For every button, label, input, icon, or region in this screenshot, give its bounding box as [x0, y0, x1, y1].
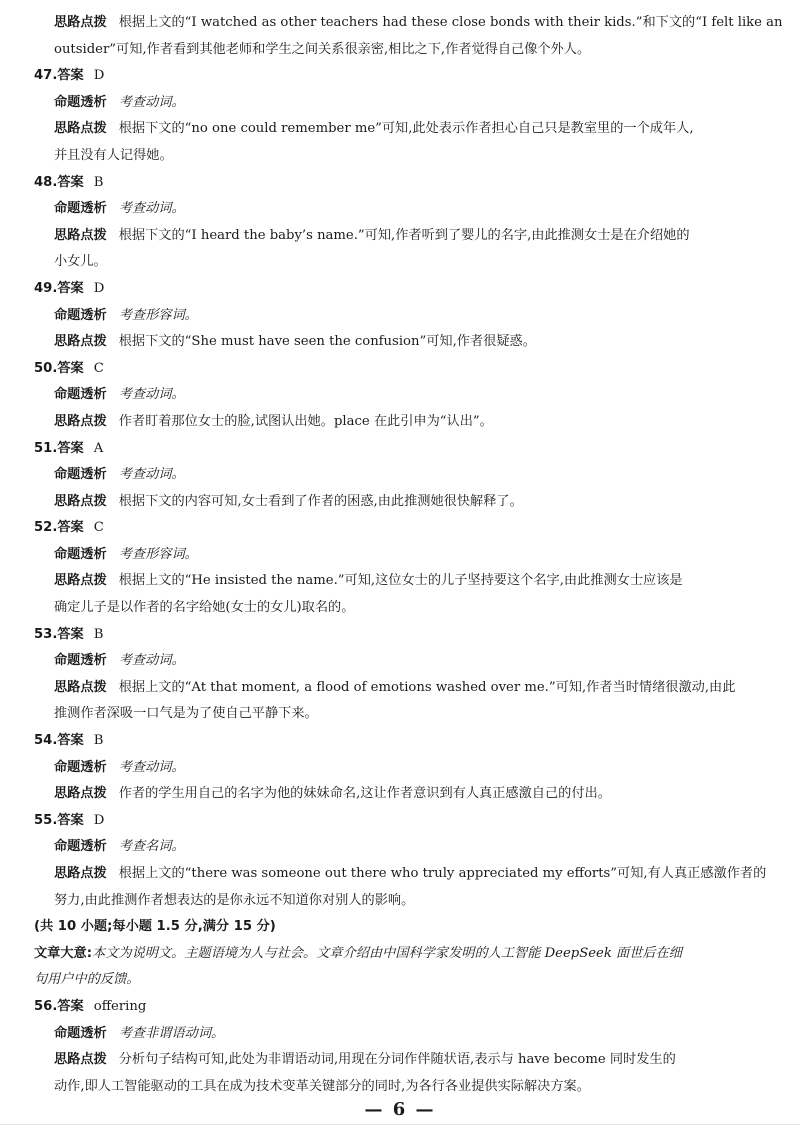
intent-text: 考查动词。	[118, 94, 185, 110]
intent-text: 考查非谓语动词。	[118, 1025, 225, 1041]
answer-line-48	[34, 170, 778, 197]
intent-label: 命题透析	[54, 653, 107, 669]
hint-text: 作者盯着那位女士的脸,试图认出她。place 在此引申为“认出”。	[118, 413, 493, 429]
hint-label: 思路点拨	[54, 121, 107, 137]
hint-line	[34, 409, 778, 436]
hint-text: 推测作者深吸一口气是为了使自己平静下来。	[54, 706, 318, 722]
hint-text: 动作,即人工智能驱动的工具在成为技术变革关键部分的同时,为各行各业提供实际解决方案。	[54, 1078, 590, 1094]
answer-line-54	[34, 728, 778, 755]
hint-label: 思路点拨	[54, 786, 107, 802]
intent-text: 考查形容词。	[118, 546, 198, 562]
question-number: 48.	[34, 174, 58, 190]
question-number: 55.	[34, 812, 58, 828]
question-number: 47.	[34, 68, 58, 84]
intent-text: 考查形容词。	[118, 307, 198, 323]
intent-label: 命题透析	[54, 1025, 107, 1041]
hint-line	[34, 37, 778, 64]
hint-line	[34, 116, 778, 143]
intent-line	[34, 755, 778, 782]
hint-line	[34, 595, 778, 622]
hint-line	[34, 143, 778, 170]
answer-label: 答案	[57, 174, 84, 190]
answer-value: D	[93, 68, 105, 84]
hint-line	[34, 489, 778, 516]
main-idea-text: 本文为说明文。主题语境为人与社会。文章介绍由中国科学家发明的人工智能 DeepSeek 面世后在细	[92, 945, 682, 961]
intent-label: 命题透析	[54, 759, 107, 775]
intent-line	[34, 834, 778, 861]
answer-line-56	[34, 994, 778, 1021]
hint-text: 根据上文的“At that moment, a flood of emotions washed over me.”可知,作者当时情绪很激动,由此	[118, 679, 736, 695]
answer-line-49	[34, 276, 778, 303]
hint-label: 思路点拨	[54, 15, 107, 30]
answer-label: 答案	[57, 733, 84, 749]
hint-line	[34, 223, 778, 250]
hint-line	[34, 781, 778, 808]
hint-line	[34, 888, 778, 915]
answer-value: D	[93, 812, 105, 828]
hint-line	[34, 568, 778, 595]
intent-line	[34, 382, 778, 409]
hint-text: 根据上文的“He insisted the name.”可知,这位女士的儿子坚持要这个名字,由此推测女士应该是	[118, 573, 683, 589]
answer-value: offering	[93, 998, 147, 1014]
intent-text: 考查动词。	[118, 467, 185, 483]
intent-line	[34, 648, 778, 675]
hint-text: 确定儿子是以作者的名字给她(女士的女儿)取名的。	[54, 600, 355, 616]
answer-line-50	[34, 356, 778, 383]
hint-line	[34, 1074, 778, 1101]
answer-line-51	[34, 436, 778, 463]
section-header-text: (共 10 小题;每小题 1.5 分,满分 15 分)	[34, 919, 276, 935]
answer-label: 答案	[57, 440, 84, 456]
hint-label: 思路点拨	[54, 679, 107, 695]
intent-label: 命题透析	[54, 387, 107, 403]
answer-value: D	[93, 280, 105, 296]
question-number: 54.	[34, 733, 58, 749]
answer-label: 答案	[57, 68, 84, 84]
hint-label: 思路点拨	[54, 334, 107, 350]
intent-text: 考查动词。	[118, 653, 185, 669]
intent-label: 命题透析	[54, 94, 107, 110]
answer-value: C	[93, 360, 104, 376]
hint-text: 根据下文的“no one could remember me”可知,此处表示作者担心自己只是教室里的一个成年人,	[118, 121, 694, 137]
hint-label: 思路点拨	[54, 573, 107, 589]
question-number: 50.	[34, 360, 58, 376]
main-idea-label: 文章大意:	[34, 945, 93, 961]
page-bottom-divider	[0, 1124, 800, 1125]
hint-label: 思路点拨	[54, 227, 107, 243]
intent-text: 考查动词。	[118, 387, 185, 403]
hint-text: 分析句子结构可知,此处为非谓语动词,用现在分词作伴随状语,表示与 have become 同时发生的	[118, 1052, 676, 1068]
answer-label: 答案	[57, 520, 84, 536]
intent-label: 命题透析	[54, 201, 107, 217]
intent-text: 考查动词。	[118, 201, 185, 217]
hint-line	[34, 675, 778, 702]
answer-value: C	[93, 520, 104, 536]
hint-line	[34, 329, 778, 356]
page-number: — 6 —	[364, 1099, 436, 1120]
answer-label: 答案	[57, 812, 84, 828]
intent-line	[34, 90, 778, 117]
answer-label: 答案	[57, 360, 84, 376]
hint-text: 小女儿。	[54, 254, 107, 270]
intent-line	[34, 462, 778, 489]
question-number: 51.	[34, 440, 58, 456]
intent-line	[34, 303, 778, 330]
answer-value: B	[93, 174, 104, 190]
hint-text: 根据下文的内容可知,女士看到了作者的困惑,由此推测她很快解释了。	[118, 493, 523, 509]
answer-label: 答案	[57, 626, 84, 642]
answer-line-53	[34, 622, 778, 649]
intent-text: 考查动词。	[118, 759, 185, 775]
question-number: 52.	[34, 520, 58, 536]
hint-text: outsider”可知,作者看到其他老师和学生之间关系很亲密,相比之下,作者觉得自己像个外人。	[54, 41, 591, 57]
hint-text: 努力,由此推测作者想表达的是你永远不知道你对别人的影响。	[54, 892, 415, 908]
hint-line	[34, 1047, 778, 1074]
answer-line-47	[34, 63, 778, 90]
hint-text: 根据下文的“I heard the baby’s name.”可知,作者听到了婴儿的名字,由此推测女士是在介绍她的	[118, 227, 690, 243]
intent-text: 考查名词。	[118, 839, 185, 855]
answer-value: B	[93, 626, 104, 642]
answer-label: 答案	[57, 280, 84, 296]
hint-label: 思路点拨	[54, 1052, 107, 1068]
question-number: 56.	[34, 998, 58, 1014]
hint-line	[34, 861, 778, 888]
hint-label: 思路点拨	[54, 493, 107, 509]
hint-text: 根据下文的“She must have seen the confusion”可知,作者很疑惑。	[118, 334, 536, 350]
question-number: 53.	[34, 626, 58, 642]
hint-text: 根据上文的“there was someone out there who truly appreciated my efforts”可知,有人真正感激作者的	[118, 866, 767, 881]
intent-label: 命题透析	[54, 307, 107, 323]
main-idea-line	[34, 967, 778, 994]
answer-line-52	[34, 515, 778, 542]
section-header	[34, 914, 778, 941]
hint-line	[34, 701, 778, 728]
intent-line	[34, 542, 778, 569]
answer-line-55	[34, 808, 778, 835]
hint-text: 根据上文的“I watched as other teachers had these close bonds with their kids.”和下文的“I felt like an	[118, 15, 783, 30]
intent-line	[34, 1021, 778, 1048]
main-idea-line	[34, 941, 778, 968]
hint-text: 作者的学生用自己的名字为他的妹妹命名,这让作者意识到有人真正感激自己的付出。	[118, 786, 611, 802]
hint-text: 并且没有人记得她。	[54, 147, 173, 163]
intent-label: 命题透析	[54, 839, 107, 855]
intent-label: 命题透析	[54, 546, 107, 562]
question-number: 49.	[34, 280, 58, 296]
hint-label: 思路点拨	[54, 413, 107, 429]
intent-line	[34, 196, 778, 223]
hint-line	[34, 249, 778, 276]
intent-label: 命题透析	[54, 467, 107, 483]
answer-value: B	[93, 733, 104, 749]
hint-line	[34, 10, 783, 37]
answer-value: A	[93, 440, 104, 456]
main-idea-text: 句用户中的反馈。	[34, 972, 140, 988]
hint-label: 思路点拨	[54, 866, 107, 881]
answer-label: 答案	[57, 998, 84, 1014]
